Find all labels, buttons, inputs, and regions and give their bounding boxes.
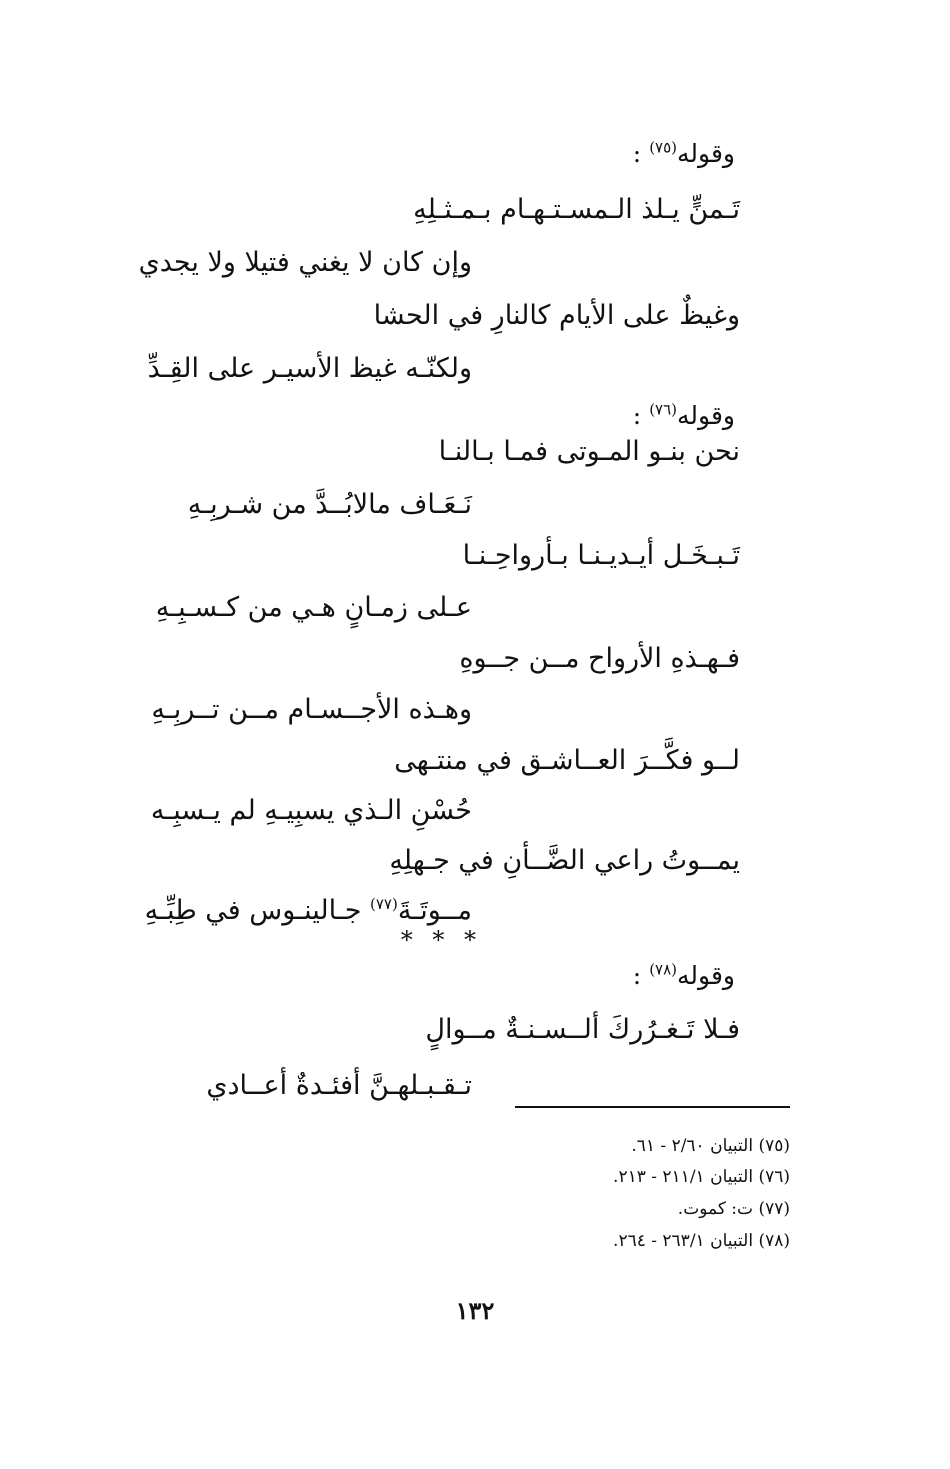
footnote-divider	[515, 1106, 790, 1108]
intro-colon: :	[632, 401, 642, 430]
footnote-ref: (٧٧)	[370, 895, 398, 913]
verse-intro	[633, 958, 735, 994]
verse-intro	[633, 136, 735, 172]
verse-first-hemistich: فـلا تَـغـرُركَ ألــسـنـةٌ مــوالٍ	[425, 1014, 740, 1045]
verse-second-hemistich	[145, 893, 472, 929]
footnote-ref: (٧٥)	[649, 138, 678, 157]
intro-text: وقوله	[677, 961, 735, 990]
intro-text: وقوله	[677, 139, 735, 168]
verse-first-hemistich: تَـمنٍّ يـلذ الـمسـتـهـام بـمـثـلِهِ	[413, 194, 740, 225]
footnote: (٧٥) التبيان ٢/٦٠ - ٦١.	[631, 1136, 790, 1156]
hemistich-text: جـالينـوس في طِبِّـهِ	[144, 895, 371, 926]
verse-second-hemistich: تـقـبـلهـنَّ أفئـدةٌ أعــادي	[206, 1070, 472, 1101]
intro-text: وقوله	[677, 401, 735, 430]
verse-second-hemistich: وإن كان لا يغني فتيلا ولا يجدي	[138, 247, 472, 278]
verse-second-hemistich: نَـعَـاف مالابُــدَّ من شـربِـهِ	[187, 489, 472, 520]
verse-second-hemistich: حُسْنِ الـذي يسبِيـهِ لم يـسبِـه	[150, 795, 472, 826]
verse-intro	[633, 398, 735, 434]
verse-first-hemistich: نحن بنـو المـوتى فمـا بـالنـا	[438, 436, 740, 467]
footnote: (٧٨) التبيان ٢٦٣/١ - ٢٦٤.	[613, 1231, 790, 1251]
hemistich-text: مــوتَـةَ	[397, 895, 472, 926]
verse-first-hemistich: فـهـذهِ الأرواح مــن جــوهِ	[459, 643, 740, 674]
intro-colon: :	[632, 139, 642, 168]
verse-first-hemistich: لــو فكَّــرَ العــاشـق في منتـهى	[394, 745, 740, 776]
footnote: (٧٦) التبيان ٢١١/١ - ٢١٣.	[613, 1167, 790, 1187]
footnote: (٧٧) ت: كموت.	[677, 1199, 790, 1219]
verse-first-hemistich: تَـبـخَـل أيـديـنـا بـأرواحِـنـا	[462, 540, 740, 571]
verse-second-hemistich: وهـذه الأجــسـام مــن تــربِـهِ	[151, 694, 472, 725]
verse-second-hemistich: عـلى زمـانٍ هـي من كـسـبِـهِ	[155, 592, 472, 623]
page-number: ١٣٢	[455, 1296, 495, 1325]
footnote-ref: (٧٦)	[649, 400, 678, 419]
verse-first-hemistich: يمــوتُ راعي الضَّــأنِ في جـهلِهِ	[389, 845, 740, 876]
verse-second-hemistich: ولكنّـه غيظ الأسيـر على القِـدِّ	[147, 353, 472, 384]
footnote-ref: (٧٨)	[649, 960, 678, 979]
section-separator: * * *	[400, 926, 482, 954]
intro-colon: :	[632, 961, 642, 990]
verse-first-hemistich: وغيظٌ على الأيام كالنارِ في الحشا	[373, 300, 740, 331]
